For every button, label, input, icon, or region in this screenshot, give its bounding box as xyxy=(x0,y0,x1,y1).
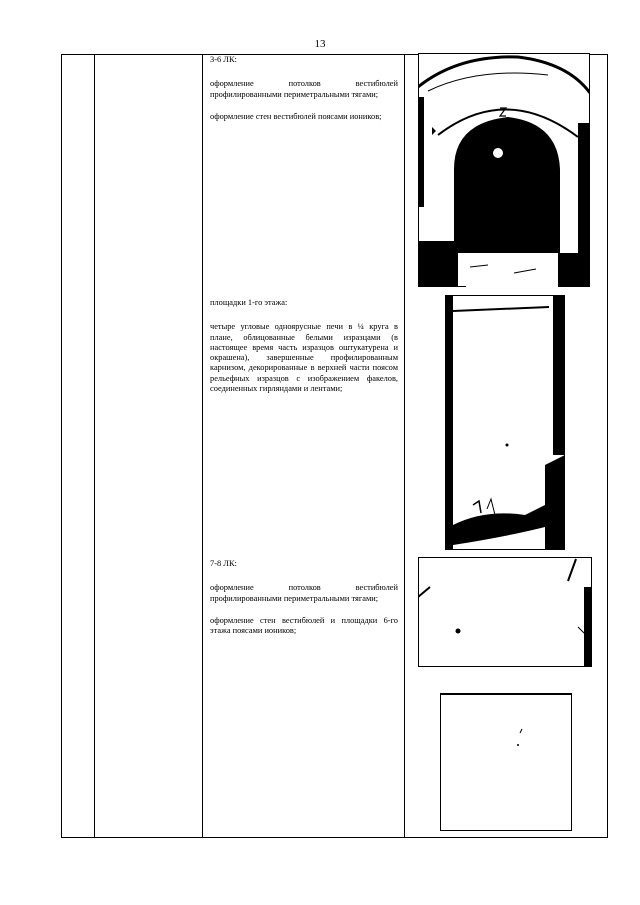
corner-stove-photo xyxy=(445,295,565,550)
column-divider xyxy=(94,55,95,837)
vestibule-wall-photo xyxy=(440,693,572,831)
section-7-8-lk xyxy=(210,559,398,636)
section-paragraph: оформление потолков вестибюлей профилированными периметральными тягами; xyxy=(210,79,398,99)
section-paragraph: оформление стен вестибюлей и площадки 6-го этажа поясами иоников; xyxy=(210,615,398,636)
section-paragraph: оформление потолков вестибюлей профилированными периметральными тягами; xyxy=(210,583,398,603)
section-heading: площадки 1-го этажа: xyxy=(210,298,288,307)
page-number: 13 xyxy=(314,38,326,50)
section-heading: 3-6 ЛК: xyxy=(210,55,237,64)
section-heading: 7-8 ЛК: xyxy=(210,559,237,568)
heritage-table xyxy=(61,54,608,838)
section-landing-1st-floor xyxy=(210,298,398,394)
section-paragraph: четыре угловые одноярусные печи в ¼ круга в плане, облицованные белыми изразцами (в настоящее время часть изразцов оштукатурена и окрашена), завершенные профилированным карнизом, декорированные в верхней части поясом рельефных изразцов с изображением факелов, соединенных гирляндами и лентами; xyxy=(210,322,398,394)
section-3-6-lk xyxy=(210,55,398,122)
column-divider xyxy=(404,55,405,837)
column-divider xyxy=(202,55,203,837)
section-paragraph: оформление стен вестибюлей поясами иоников; xyxy=(210,111,382,121)
vestibule-ceiling-photo xyxy=(418,557,592,667)
vestibule-arch-photo xyxy=(418,53,590,287)
